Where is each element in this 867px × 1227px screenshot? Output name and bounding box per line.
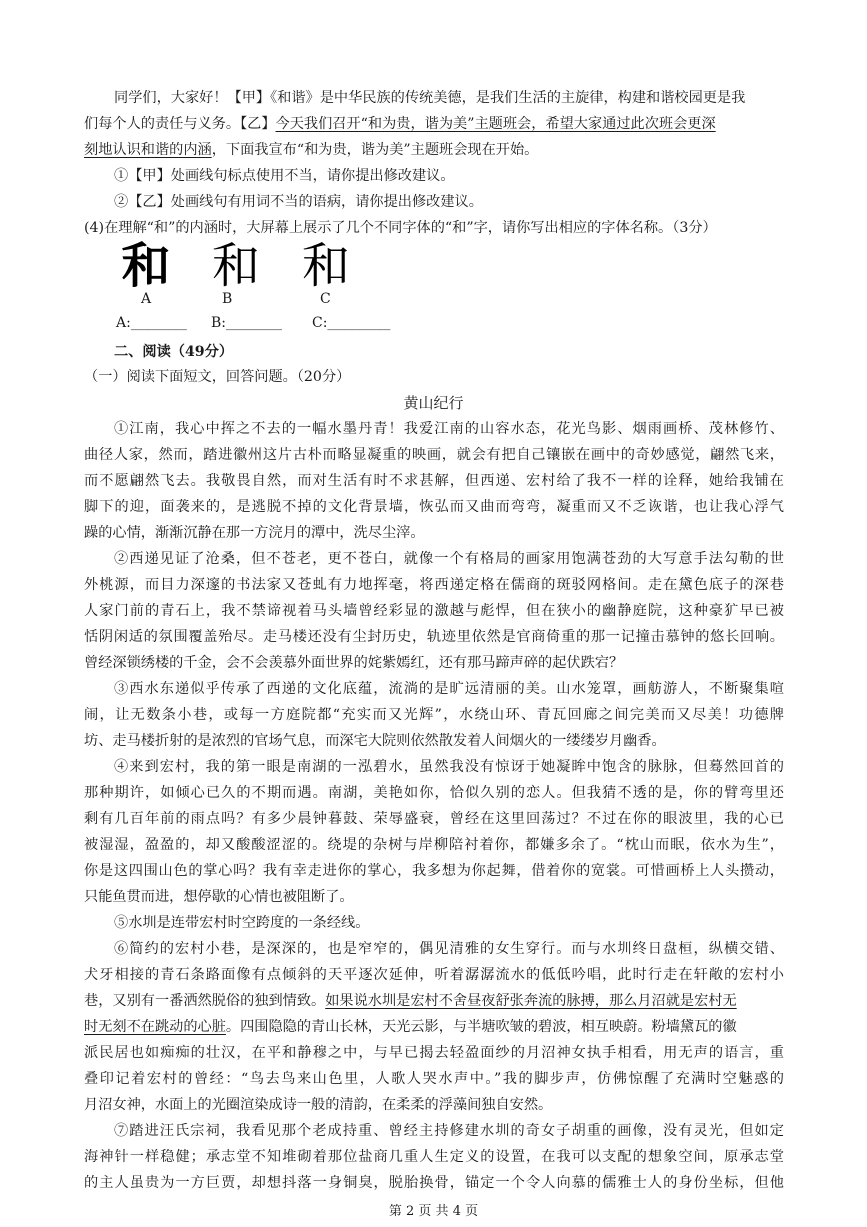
- paragraph-text: 。四围隐隐的青山长林，天光云影，与半塘吹皱的碧波，相互映蔚。粉墙黛瓦的徽: [225, 1019, 737, 1035]
- paragraph-line: ⑤水圳是连带宏村时空跨度的一条经线。: [114, 915, 370, 931]
- paragraph-line: 那种期许，如倾心已久的不期而遇。南湖，美艳如你，恰似久别的恋人。但我猜不透的是，你的臂弯里还: [84, 785, 784, 801]
- paragraph-line: 你是这四围山色的掌心吗？我有幸走进你的掌心，我多想为你起舞，借着你的宽裳。可惜画桥上人头攒动，: [84, 863, 784, 879]
- intro-line-3: [84, 137, 784, 163]
- paragraph-line: 曲径人家，然而，踏进徽州这片古朴而略显凝重的映画，就会有把自己镶嵌在画中的奇妙感觉，翩然飞来，: [84, 447, 784, 463]
- paragraph-line: 脚下的迎，面袭来的，是逃脱不掉的文化背景墙，恢弘而又曲而弯弯，凝重而又不乏诙谐，也让我心浮气: [84, 499, 784, 515]
- glyph-label-b: B: [222, 291, 233, 307]
- answer-blank-b: B:________: [211, 315, 283, 331]
- paragraph-line: 剩有几百年前的雨点吗？有多少晨钟暮鼓、荣辱盛衰，曾经在这里回荡过？不过在你的眼波里，我的心已: [84, 811, 784, 827]
- paragraph-line: [84, 1014, 784, 1040]
- underlined-sentence-yi: 今天我们召开“和为贵，谐为美”主题班会，希望大家通过此次班会更深: [275, 116, 716, 132]
- glyph-label-c: C: [320, 291, 331, 307]
- paragraph-text: 巷，又别有一番洒然脱俗的独到情致。: [84, 993, 326, 1009]
- question-yi: ②【乙】处画线句有用词不当的语病，请你提出修改建议。: [114, 194, 483, 210]
- underlined-sentence-heart-end: 时无刻不在跳动的心脏: [84, 1019, 226, 1035]
- paragraph-line: 曾经深锁绣楼的千金，会不会羡慕外面世界的姹紫嫣红，还有那马蹄声碎的起伏跌宕？: [84, 655, 624, 671]
- paragraph-line: 的主人虽贵为一方巨贾，却想抖落一身铜臭，脱胎换骨，锚定一个令人向慕的儒雅士人的身份坐标，但他: [84, 1175, 784, 1191]
- intro-line-2: [84, 111, 784, 137]
- paragraph-line: ④来到宏村，我的第一眼是南湖的一泓碧水，虽然我没有惊讶于她凝眸中饱含的脉脉，但蓦然回首的: [114, 759, 784, 775]
- paragraph-line: 派民居也如痴痴的壮汉，在平和静穆之中，与早已揭去轻盈面纱的月沼神女执手相看，用无声的语言，重: [84, 1045, 784, 1061]
- paragraph-line: ③西水东递似乎传承了西递的文化底蕴，流淌的是旷远清丽的美。山水笼罩，画舫游人，不断聚集喧: [114, 681, 784, 697]
- paragraph-line: 外桃源，而目力深邃的书法家又苍虬有力地挥毫，将西递定格在儒商的斑驳网格间。走在黛色底子的深巷: [84, 577, 784, 593]
- paragraph-line: ②西递见证了沧桑，但不苍老，更不苍白，就像一个有格局的画家用饱满苍劲的大写意手法勾勒的世: [114, 551, 784, 567]
- paragraph-line: ⑦踏进汪氏宗祠，我看见那个老成持重、曾经主持修建水圳的奇女子胡重的画像，没有灵光，但如定: [114, 1123, 784, 1139]
- glyph-sample-c: 和: [302, 238, 351, 294]
- question-4-prompt: (4)在理解“和”的内涵时，大屏幕上展示了几个不同字体的“和”字，请你写出相应的字体名称。（3分）: [84, 220, 717, 236]
- glyph-sample-b: 和: [212, 238, 261, 294]
- underlined-sentence-yi-end: 刻地认识和谐的内涵: [84, 142, 212, 158]
- glyph-sample-a: 和: [121, 238, 171, 294]
- paragraph-line: [84, 988, 784, 1014]
- paragraph-line: 躁的心情，渐渐沉静在那一方浣月的潭中，洗尽尘滓。: [84, 525, 425, 541]
- paragraph-line: 闹，让无数条小巷，或每一方庭院都“充实而又光辉”，水绕山环、青瓦回廊之间完美而又尽美！功德牌: [84, 707, 784, 723]
- paragraph-line: 被湿湿，盈盈的，却又酸酸涩涩的。绕堤的杂树与岸柳陪衬着你，都嫌多余了。“枕山而眠，依水为生”，: [84, 837, 784, 853]
- paragraph-line: 月沼女神，水面上的光圈渲染成诗一般的清韵，在柔柔的浮藻间独自安然。: [84, 1097, 553, 1113]
- answer-blank-c: C:_________: [312, 315, 391, 331]
- section-heading: 二、阅读（49分）: [114, 344, 234, 360]
- answer-blank-a: A:________: [116, 315, 187, 331]
- paragraph-line: ⑥简约的宏村小巷，是深深的，也是窄窄的，偶见清雅的女生穿行。而与水圳终日盘桓，纵横交错、: [114, 941, 784, 957]
- paragraph-line: 人家门前的青石上，我不禁谛视着马头墙曾经彩显的激越与彪悍，但在狭小的幽静庭院，这种豪犷早已被: [84, 603, 784, 619]
- paragraph-line: 坊、走马楼折射的是浓烈的官场气息，而深宅大院则依然散发着人间烟火的一缕缕岁月幽香。: [84, 733, 666, 749]
- paragraph-line: 而不愿翩然飞去。我敬畏自然，而对生活有时不求甚解，但西递、宏村给了我不一样的诠释，她给我铺在: [84, 473, 784, 489]
- paragraph-line: 叠印记着宏村的曾经：“鸟去鸟来山色里，人歌人哭水声中。”我的脚步声，仿佛惊醒了充满时空魅惑的: [84, 1071, 784, 1087]
- paragraph-line: 只能鱼贯而进，想停歇的心情也被阻断了。: [84, 889, 354, 905]
- paragraph-line: ①江南，我心中挥之不去的一幅水墨丹青！我爱江南的山容水态，花光鸟影、烟雨画桥、茂林修竹、: [114, 421, 784, 437]
- paragraph-line: 海神针一样稳健；承志堂不知堆砌着那位盐商几重人生定义的设置，在我可以支配的想象空间，原承志堂: [84, 1149, 784, 1165]
- paragraph-line: 恬阴闲适的氛围覆盖殆尽。走马楼还没有尘封历史，轨迹里依然是官商倚重的那一记撞击慕钟的悠长回响。: [84, 629, 784, 645]
- paragraph-line: 犬牙相接的青石条路面像有点倾斜的天平逐次延伸，听着潺潺流水的低低吟唱，此时行走在轩敞的宏村小: [84, 967, 784, 983]
- question-jia: ①【甲】处画线句标点使用不当，请你提出修改建议。: [114, 168, 455, 184]
- glyph-label-a: A: [141, 291, 152, 307]
- intro-line-1: 同学们，大家好！【甲】《和谐》是中华民族的传统美德，是我们生活的主旋律，构建和谐校园更是我: [114, 90, 746, 106]
- intro-text: ，下面我宣布“和为贵，谐为美”主题班会现在开始。: [211, 142, 539, 158]
- section-subheading: （一）阅读下面短文，回答问题。（20分）: [84, 369, 351, 385]
- article-title: 黄山纪行: [403, 394, 464, 412]
- page-footer: 第 2 页 共 4 页: [388, 1204, 479, 1219]
- intro-text: 们每个人的责任与义务。【乙】: [84, 116, 276, 132]
- underlined-sentence-heart: 如果说水圳是宏村不舍昼夜舒张奔流的脉搏，那么月沼就是宏村无: [325, 993, 737, 1009]
